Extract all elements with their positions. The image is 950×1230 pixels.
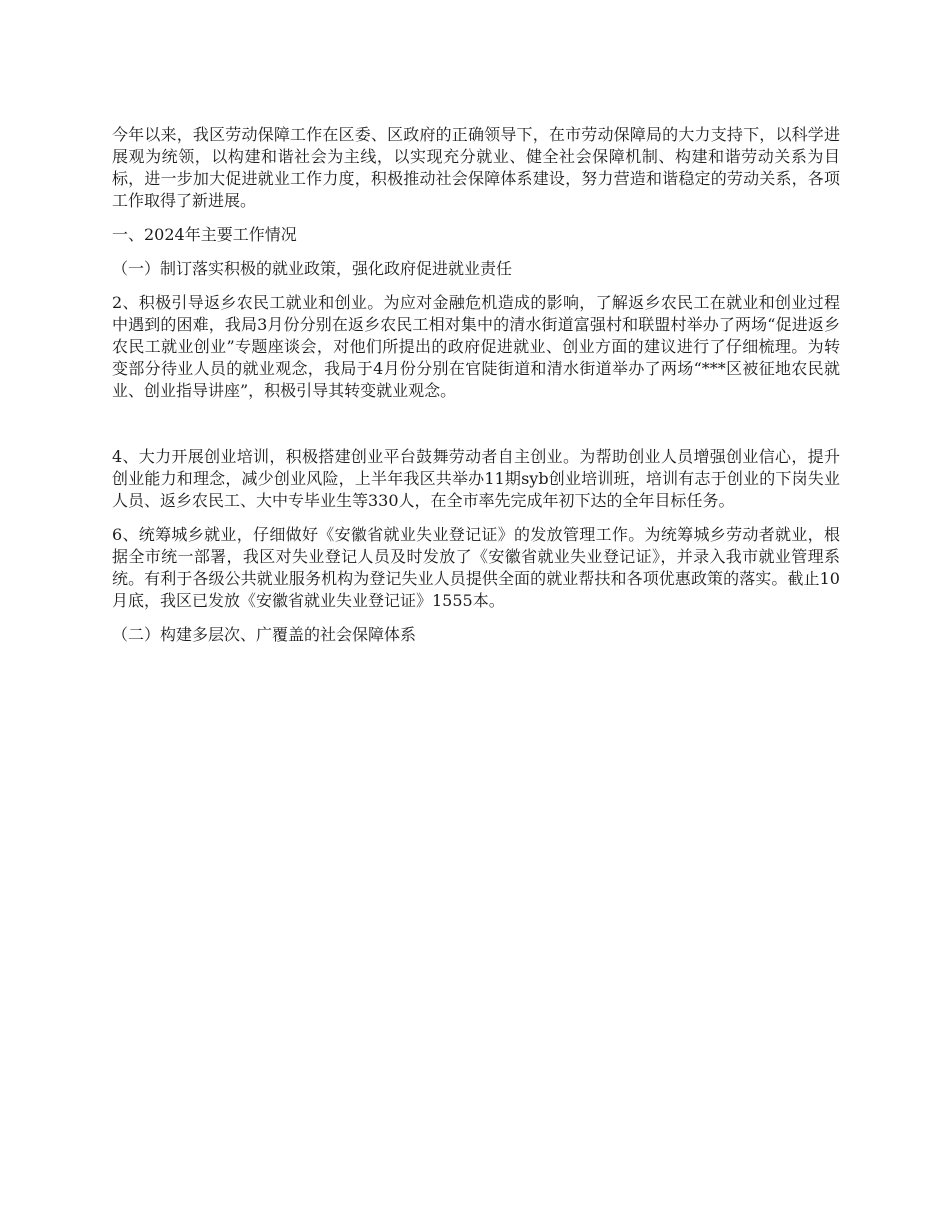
section-heading: 一、2024年主要工作情况: [112, 225, 297, 244]
item-4-paragraph: 4、大力开展创业培训，积极搭建创业平台鼓舞劳动者自主创业。为帮助创业人员增强创业信心，提升创业能力和理念，减少创业风险，上半年我区共举办11期syb创业培训班，培训有志于创业的下岗失业人员、返乡农民工、大中专毕业生等330人，在全市率先完成年初下达的全年目标任务。: [112, 447, 840, 510]
subsection-heading-1: （一）制订落实积极的就业政策，强化政府促进就业责任: [112, 259, 513, 278]
item-6-paragraph: 6、统筹城乡就业，仔细做好《安徽省就业失业登记证》的发放管理工作。为统筹城乡劳动者就业，根据全市统一部署，我区对失业登记人员及时发放了《安徽省就业失业登记证》，并录入我市就业管理系统。有利于各级公共就业服务机构为登记失业人员提供全面的就业帮扶和各项优惠政策的落实。截止10月底，我区已发放《安徽省就业失业登记证》1555本。: [112, 525, 840, 610]
document-body: [112, 124, 840, 646]
item-2-paragraph: 2、积极引导返乡农民工就业和创业。为应对金融危机造成的影响，了解返乡农民工在就业和创业过程中遇到的困难，我局3月份分别在返乡农民工相对集中的清水街道富强村和联盟村举办了两场“促进返乡农民工就业创业”专题座谈会，对他们所提出的政府促进就业、创业方面的建议进行了仔细梳理。为转变部分待业人员的就业观念，我局于4月份分别在官陡街道和清水街道举办了两场“***区被征地农民就业、创业指导讲座”，积极引导其转变就业观念。: [112, 293, 840, 400]
subsection-heading-2: （二）构建多层次、广覆盖的社会保障体系: [112, 625, 417, 644]
intro-paragraph: 今年以来，我区劳动保障工作在区委、区政府的正确领导下，在市劳动保障局的大力支持下，以科学进展观为统领，以构建和谐社会为主线，以实现充分就业、健全社会保障机制、构建和谐劳动关系为目标，进一步加大促进就业工作力度，积极推动社会保障体系建设，努力营造和谐稳定的劳动关系，各项工作取得了新进展。: [112, 125, 840, 210]
